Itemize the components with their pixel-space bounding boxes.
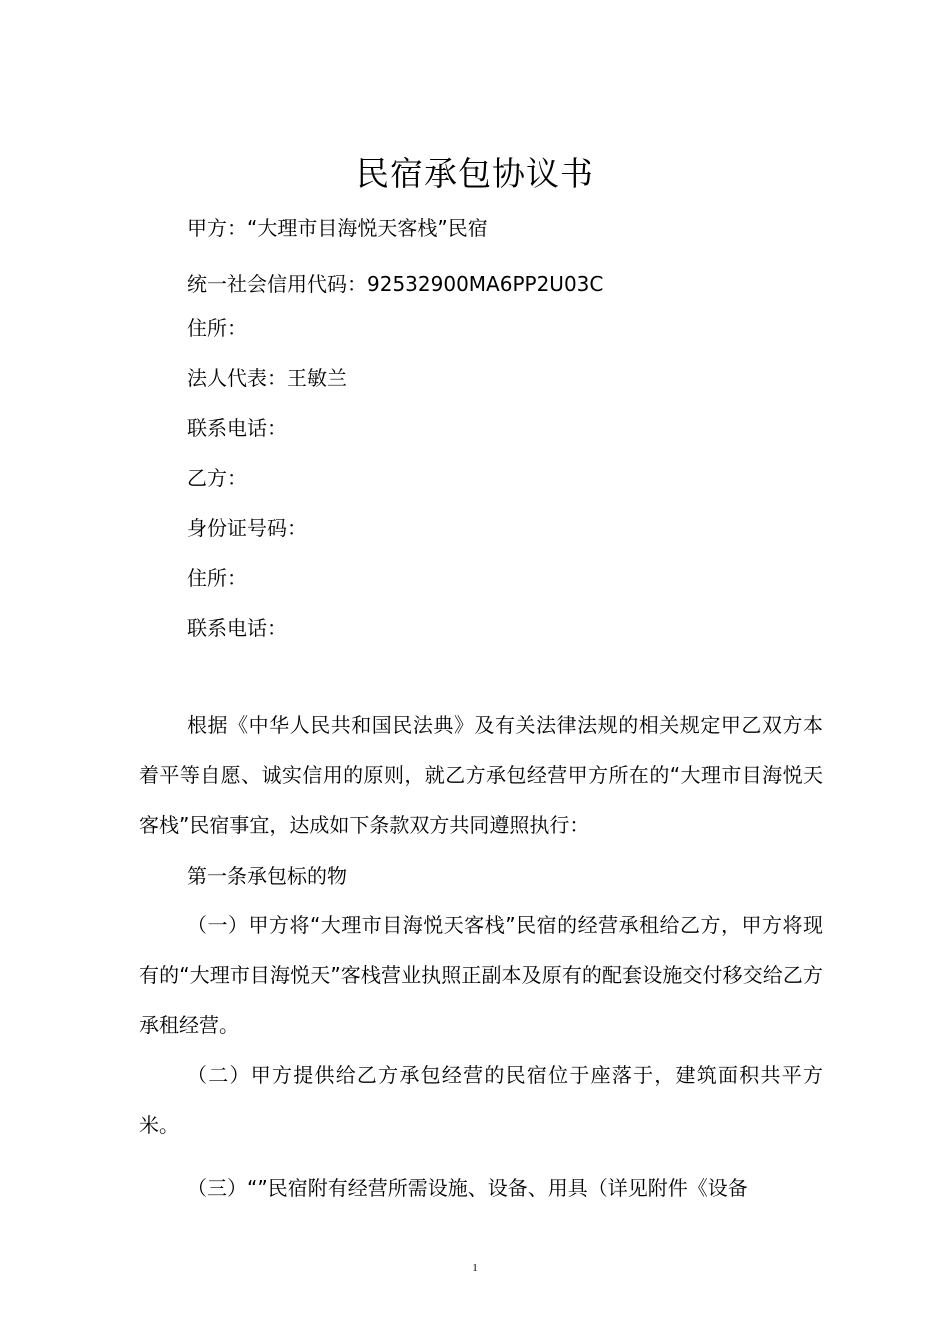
legal-representative-line: 法人代表：王敏兰 [187, 366, 347, 390]
document-title: 民宿承包协议书 [356, 154, 594, 193]
intro-paragraph: 根据《中华人民共和国民法典》及有关法律法规的相关规定甲乙双方本着平等自愿、诚实信用的原则，就乙方承包经营甲方所在的“大理市目海悦天客栈”民宿事宜，达成如下条款双方共同遵照执行： [139, 713, 823, 837]
clause-3-paragraph: （三）“”民宿附有经营所需设施、设备、用具（详见附件《设备 [187, 1176, 748, 1200]
clause-1-paragraph: （一）甲方将“大理市目海悦天客栈”民宿的经营承租给乙方，甲方将现有的“大理市目海悦天”客栈营业执照正副本及原有的配套设施交付移交给乙方承租经营。 [139, 913, 823, 1037]
id-number-line: 身份证号码： [187, 516, 307, 540]
party-b-address-line: 住所： [187, 566, 247, 590]
party-a-phone-line: 联系电话： [187, 416, 287, 440]
page-number: 1 [472, 1262, 478, 1274]
party-a-address-line: 住所： [187, 316, 247, 340]
party-b-phone-line: 联系电话： [187, 616, 287, 640]
article-1-heading: 第一条承包标的物 [187, 864, 347, 888]
party-a-line: 甲方：“大理市目海悦天客栈”民宿 [187, 216, 488, 240]
clause-2-paragraph: （二）甲方提供给乙方承包经营的民宿位于座落于，建筑面积共平方米。 [139, 1063, 823, 1137]
party-b-line: 乙方： [187, 466, 247, 490]
credit-code-line: 统一社会信用代码：92532900MA6PP2U03C [187, 272, 604, 296]
